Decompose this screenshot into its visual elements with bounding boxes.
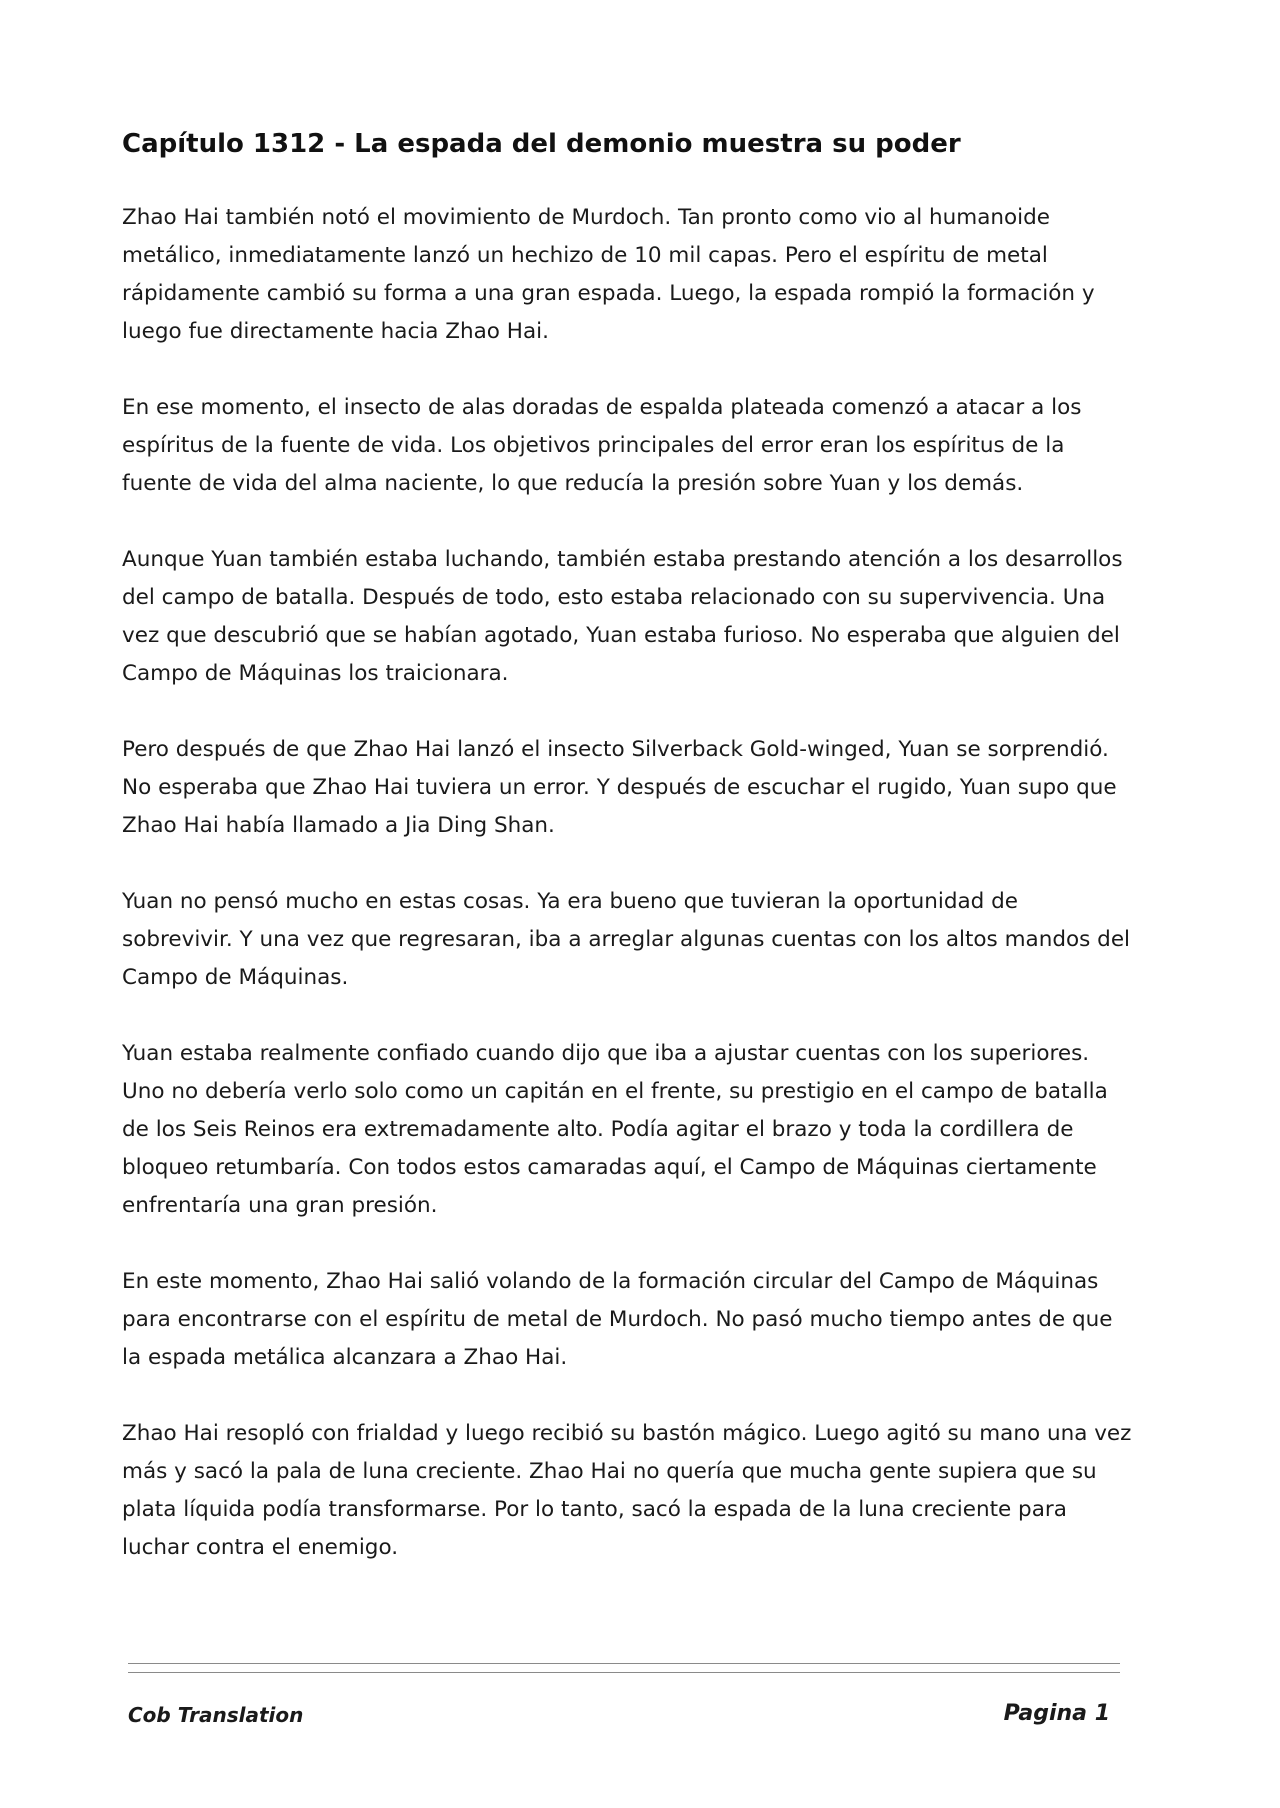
chapter-body — [122, 199, 1132, 1605]
paragraph: En ese momento, el insecto de alas doradas de espalda plateada comenzó a atacar a los espíritus de la fuente de vida. Los objetivos principales del error eran los espíritus de la fuente de vida del alma naciente, lo que reducía la presión sobre Yuan y los demás. — [122, 395, 1082, 496]
paragraph: Yuan estaba realmente confiado cuando dijo que iba a ajustar cuentas con los superiores. Uno no debería verlo solo como un capitán en el frente, su prestigio en el campo de batalla de los Seis Reinos era extremadamente alto. Podía agitar el brazo y toda la cordillera de bloqueo retumbaría. Con todos estos camaradas aquí, el Campo de Máquinas ciertamente enfrentaría una gran presión. — [122, 1041, 1108, 1218]
paragraph: Zhao Hai resopló con frialdad y luego recibió su bastón mágico. Luego agitó su mano una vez más y sacó la pala de luna creciente. Zhao Hai no quería que mucha gente supiera que su plata líquida podía transformarse. Por lo tanto, sacó la espada de la luna creciente para luchar contra el enemigo. — [122, 1421, 1132, 1560]
footer-translator-credit: Cob Translation — [128, 1703, 304, 1727]
paragraph: Zhao Hai también notó el movimiento de Murdoch. Tan pronto como vio al humanoide metálico, inmediatamente lanzó un hechizo de 10 mil capas. Pero el espíritu de metal rápidamente cambió su forma a una gran espada. Luego, la espada rompió la formación y luego fue directamente hacia Zhao Hai. — [122, 205, 1095, 344]
footer-page-number: Pagina 1 — [1003, 1701, 1110, 1726]
chapter-title: Capítulo 1312 - La espada del demonio muestra su poder — [122, 129, 961, 159]
paragraph: Yuan no pensó mucho en estas cosas. Ya era bueno que tuvieran la oportunidad de sobrevivir. Y una vez que regresaran, iba a arreglar algunas cuentas con los altos mandos del Campo de Máquinas. — [122, 889, 1131, 990]
paragraph: Pero después de que Zhao Hai lanzó el insecto Silverback Gold-winged, Yuan se sorprendió. No esperaba que Zhao Hai tuviera un error. Y después de escuchar el rugido, Yuan supo que Zhao Hai había llamado a Jia Ding Shan. — [122, 737, 1117, 838]
footer-divider-top — [128, 1663, 1120, 1664]
paragraph: En este momento, Zhao Hai salió volando de la formación circular del Campo de Máquinas para encontrarse con el espíritu de metal de Murdoch. No pasó mucho tiempo antes de que la espada metálica alcanzara a Zhao Hai. — [122, 1269, 1113, 1370]
footer-divider-bottom — [128, 1672, 1120, 1673]
paragraph: Aunque Yuan también estaba luchando, también estaba prestando atención a los desarrollos del campo de batalla. Después de todo, esto estaba relacionado con su supervivencia. Una vez que descubrió que se habían agotado, Yuan estaba furioso. No esperaba que alguien del Campo de Máquinas los traicionara. — [122, 547, 1123, 686]
